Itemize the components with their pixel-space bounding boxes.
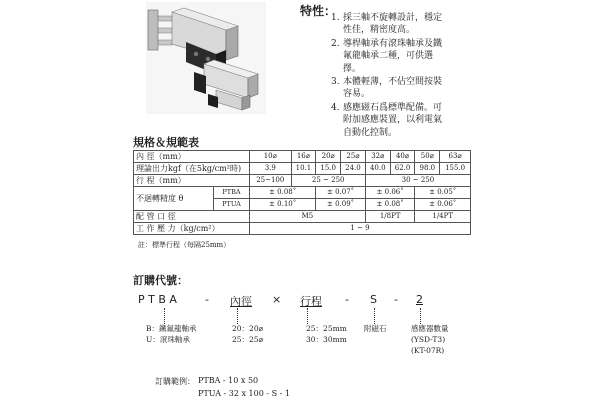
table-row [134,151,471,163]
force-cell: 10.1 [291,163,316,175]
bore-cell: 25⌀ [341,151,366,163]
ptba-label: PTBA [214,187,250,199]
cylinder-illustration [146,2,266,114]
guide-line [237,308,238,324]
code-times: × [272,293,282,306]
rotation-cell: ± 0.08˚ [365,199,415,211]
stroke-cell: 30 ~ 250 [365,175,470,187]
bore-desc: 20：20⌀ 25：25⌀ [232,324,264,344]
features-title: 特性： [300,4,337,18]
rotation-cell: ± 0.06˚ [365,187,415,199]
bore-cell: 50⌀ [415,151,440,163]
bore-cell: 20⌀ [316,151,341,163]
features-list [331,12,443,140]
bore-cell: 10⌀ [250,151,292,163]
guide-line [164,308,165,324]
table-row [134,211,471,223]
sensor-desc: 感應器數量 (YSD-T3) (KT-07R) [411,324,449,355]
force-cell: 40.0 [365,163,390,175]
bore-label: 內 徑（mm） [134,151,250,163]
bore-cell: 16⌀ [291,151,316,163]
guide-line [420,308,421,324]
code-bore: 內徑 [230,295,252,308]
pressure-label: 工 作 壓 力（kg/cm²） [134,223,250,235]
code-sensor-count: 2 [416,293,423,306]
rotation-label: 不迴轉精度 θ [134,187,214,211]
bore-cell: 63⌀ [440,151,471,163]
force-cell: 62.0 [390,163,415,175]
code-s: S [370,293,377,306]
feature-item: 2. 導桿軸承有滾珠軸承及鐵氟龍軸承二種，可供選擇。 [331,38,443,74]
port-cell: M5 [250,211,366,223]
stroke-cell: 25 ~ 250 [291,175,365,187]
feature-item: 3. 本體輕薄，不佔空間按裝容易。 [331,77,443,100]
port-label: 配 管 口 徑 [134,211,250,223]
table-row [134,175,471,187]
table-row [134,187,471,199]
guide-line [307,308,308,324]
code-ptba: P T B A [138,293,177,306]
bore-cell: 32⌀ [365,151,390,163]
ptua-label: PTUA [214,199,250,211]
spec-table [133,150,471,235]
force-cell: 155.0 [440,163,471,175]
table-row [134,163,471,175]
code-dash: - [345,293,349,306]
stroke-desc: 25：25mm 30：30mm [306,324,347,344]
force-cell: 3.9 [250,163,292,175]
example-label: 訂購範例： [155,377,195,386]
feature-item: 4. 感應磁石爲標準配備。可附加感應裝置，以利電氣自動化控制。 [331,102,443,138]
code-dash: - [205,293,209,306]
order-title: 訂購代號： [133,274,188,287]
force-cell: 15.0 [316,163,341,175]
example-item: PTBA - 10 x 50 [198,376,259,385]
feature-item: 1. 採三軸不旋轉設計，穩定性佳，精密度高。 [331,13,443,36]
code-dash: - [394,293,398,306]
force-label: 理論出力kgf（在5kg/cm²時) [134,163,250,175]
guide-line [374,308,375,324]
rotation-cell: ± 0.07˚ [316,187,366,199]
stroke-label: 行 程（mm） [134,175,250,187]
force-cell: 98.0 [415,163,440,175]
force-cell: 24.0 [341,163,366,175]
magnet-desc: 附磁石 [364,324,387,333]
spec-title: 規格＆規範表 [133,136,199,149]
rotation-cell: ± 0.09˚ [316,199,366,211]
product-photo [146,2,266,114]
rotation-cell: ± 0.10˚ [250,199,316,211]
code-stroke: 行程 [300,295,322,308]
table-row [134,223,471,235]
ptba-desc: B：鐵氟龍軸承 U：滾珠軸承 [146,324,197,344]
bore-cell: 40⌀ [390,151,415,163]
port-cell: 1/8PT [365,211,415,223]
rotation-cell: ± 0.06˚ [415,199,471,211]
rotation-cell: ± 0.08˚ [250,187,316,199]
pressure-cell: 1 ~ 9 [250,223,471,235]
stroke-cell: 25~100 [250,175,292,187]
port-cell: 1/4PT [415,211,471,223]
rotation-cell: ± 0.05˚ [415,187,471,199]
example-item: PTUA - 32 x 100 - S - 1 [198,389,290,398]
spec-note: 註：標準行程（每隔25mm） [138,241,231,249]
